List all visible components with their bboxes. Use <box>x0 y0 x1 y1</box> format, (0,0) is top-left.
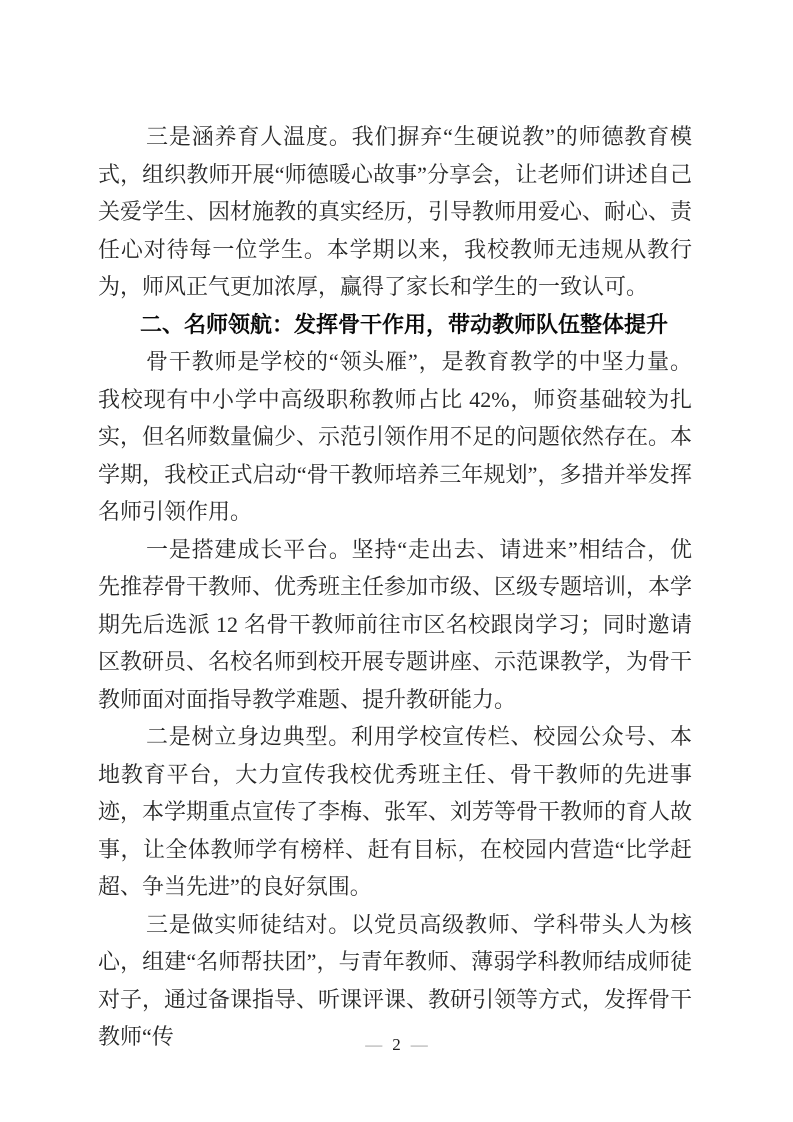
paragraph-role-models: 二是树立身边典型。利用学校宣传栏、校园公众号、本地教育平台，大力宣传我校优秀班主任、骨干教师的先进事迹，本学期重点宣传了李梅、张军、刘芳等骨干教师的育人故事，让全体教师学有榜样、赶有目标，在校园内营造“比学赶超、争当先进”的良好氛围。 <box>98 724 693 899</box>
page-number-dash-left: — <box>365 1035 383 1054</box>
section-heading: 二、名师领航：发挥骨干作用，带动教师队伍整体提升 <box>140 311 669 337</box>
paragraph-backbone-teachers-overview: 骨干教师是学校的“领头雁”，是教育教学的中坚力量。我校现有中小学中高级职称教师占比 42%，师资基础较为扎实，但名师数量偏少、示范引领作用不足的问题依然存在。本学期，我校正式启动“骨干教师培养三年规划”，多措并举发挥名师引领作用。 <box>98 349 693 524</box>
page-number-dash-right: — <box>410 1035 428 1054</box>
paragraph-growth-platform: 一是搭建成长平台。坚持“走出去、请进来”相结合，优先推荐骨干教师、优秀班主任参加市级、区级专题培训，本学期先后选派 12 名骨干教师前往市区名校跟岗学习；同时邀请区教研员、名校名师到校开展专题讲座、示范课教学，为骨干教师面对面指导教学难题、提升教研能力。 <box>98 536 693 712</box>
paragraph-moral-education: 三是涵养育人温度。我们摒弃“生硬说教”的师德教育模式，组织教师开展“师德暖心故事”分享会，让老师们讲述自己关爱学生、因材施教的真实经历，引导教师用爱心、耐心、责任心对待每一位学生。本学期以来，我校教师无违规从教行为，师风正气更加浓厚，赢得了家长和学生的一致认可。 <box>98 124 693 299</box>
page-number: 2 <box>392 1035 401 1054</box>
page-footer <box>0 1034 793 1056</box>
paragraph-mentor-pairing: 三是做实师徒结对。以党员高级教师、学科带头人为核心，组建“名师帮扶团”，与青年教师、薄弱学科教师结成师徒对子，通过备课指导、听课评课、教研引领等方式，发挥骨干教师“传 <box>98 911 693 1049</box>
document-body <box>98 118 692 1056</box>
